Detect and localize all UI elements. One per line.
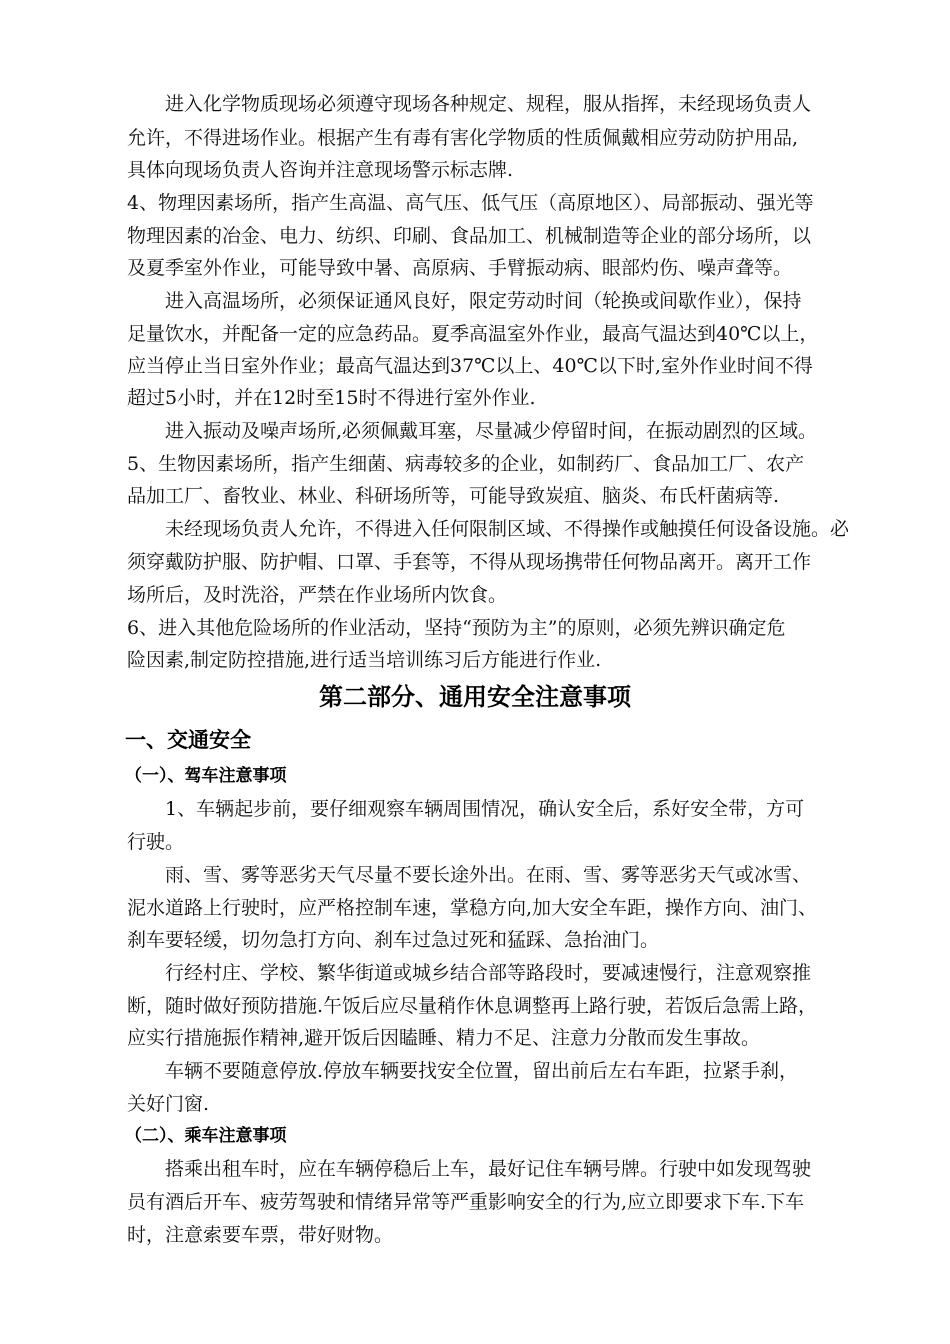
section-heading: 一、交通安全 (125, 728, 251, 752)
paragraph-line: 进入高温场所，必须保证通风良好，限定劳动时间（轮换或间歇作业），保持 (165, 290, 802, 312)
paragraph-line: 未经现场负责人允许，不得进入任何限制区域、不得操作或触摸任何设备设施。必 (165, 518, 850, 540)
paragraph-line: 雨、雪、雾等恶劣天气尽量不要长途外出。在雨、雪、雾等恶劣天气或冰雪、 (165, 864, 812, 886)
paragraph-line: 刹车要轻缓，切勿急打方向、刹车过急过死和猛踩、急抬油门。 (127, 929, 660, 951)
paragraph-line: 断，随时做好预防措施.午饭后应尽量稍作休息调整再上路行驶，若饭后急需上路， (127, 995, 818, 1017)
paragraph-line: 场所后，及时洗浴，严禁在作业场所内饮食。 (127, 584, 508, 606)
list-item-line: 6、进入其他危险场所的作业活动，坚持“预防为主”的原则，必须先辨识确定危 (127, 617, 786, 639)
paragraph-line: 员有酒后开车、疲劳驾驶和情绪异常等严重影响安全的行为,应立即要求下车.下车 (127, 1191, 805, 1213)
paragraph-line: 时，注意索要车票，带好财物。 (127, 1224, 394, 1246)
paragraph-line: 1、车辆起步前，要仔细观察车辆周围情况，确认安全后，系好安全带，方可 (165, 798, 805, 820)
paragraph-line: 进入化学物质现场必须遵守现场各种规定、规程，服从指挥，未经现场负责人 (165, 93, 812, 115)
subsection-heading: （二）、乘车注意事项 (125, 1126, 287, 1146)
paragraph-line: 行驶。 (127, 831, 185, 853)
paragraph-line: 搭乘出租车时，应在车辆停稳后上车，最好记住车辆号牌。行驶中如发现驾驶 (165, 1158, 812, 1180)
list-item-line: 物理因素的冶金、电力、纺织、印刷、食品加工、机械制造等企业的部分场所，以 (127, 225, 812, 247)
paragraph-line: 允许，不得进场作业。根据产生有毒有害化学物质的性质佩戴相应劳动防护用品, (127, 127, 799, 149)
list-item-line: 4、物理因素场所，指产生高温、高气压、低气压（高原地区）、局部振动、强光等 (127, 192, 814, 214)
paragraph-line: 关好门窗. (127, 1093, 210, 1115)
paragraph-line: 须穿戴防护服、防护帽、口罩、手套等，不得从现场携带任何物品离开。离开工作 (127, 551, 812, 573)
paragraph-line: 进入振动及噪声场所,必须佩戴耳塞，尽量减少停留时间，在振动剧烈的区域。 (165, 420, 818, 442)
paragraph-line: 超过5小时，并在12时至15时不得进行室外作业. (127, 387, 536, 409)
list-item-line: 险因素,制定防控措施,进行适当培训练习后方能进行作业. (127, 649, 602, 671)
paragraph-line: 具体向现场负责人咨询并注意现场警示标志牌. (127, 159, 514, 181)
list-item-line: 品加工厂、畜牧业、林业、科研场所等，可能导致炭疽、脑炎、布氏杆菌病等. (127, 485, 780, 507)
section-title: 第二部分、通用安全注意事项 (319, 683, 631, 711)
paragraph-line: 行经村庄、学校、繁华街道或城乡结合部等路段时，要减速慢行，注意观察推 (165, 962, 812, 984)
paragraph-line: 应实行措施振作精神,避开饭后因瞌睡、精力不足、注意力分散而发生事故。 (127, 1027, 761, 1049)
list-item-line: 5、生物因素场所，指产生细菌、病毒较多的企业，如制药厂、食品加工厂、农产 (127, 453, 805, 475)
subsection-heading: （一）、驾车注意事项 (125, 766, 287, 786)
paragraph-line: 足量饮水，并配备一定的应急药品。夏季高温室外作业，最高气温达到40℃以上， (127, 323, 819, 345)
paragraph-line: 应当停止当日室外作业；最高气温达到37℃以上、40℃以下时,室外作业时间不得 (127, 355, 813, 377)
paragraph-line: 车辆不要随意停放.停放车辆要找安全位置，留出前后左右车距，拉紧手刹， (165, 1060, 799, 1082)
list-item-line: 及夏季室外作业，可能导致中暑、高原病、手臂振动病、眼部灼伤、噪声聋等。 (127, 257, 793, 279)
paragraph-line: 泥水道路上行驶时，应严格控制车速，掌稳方向,加大安全车距，操作方向、油门、 (127, 897, 818, 919)
